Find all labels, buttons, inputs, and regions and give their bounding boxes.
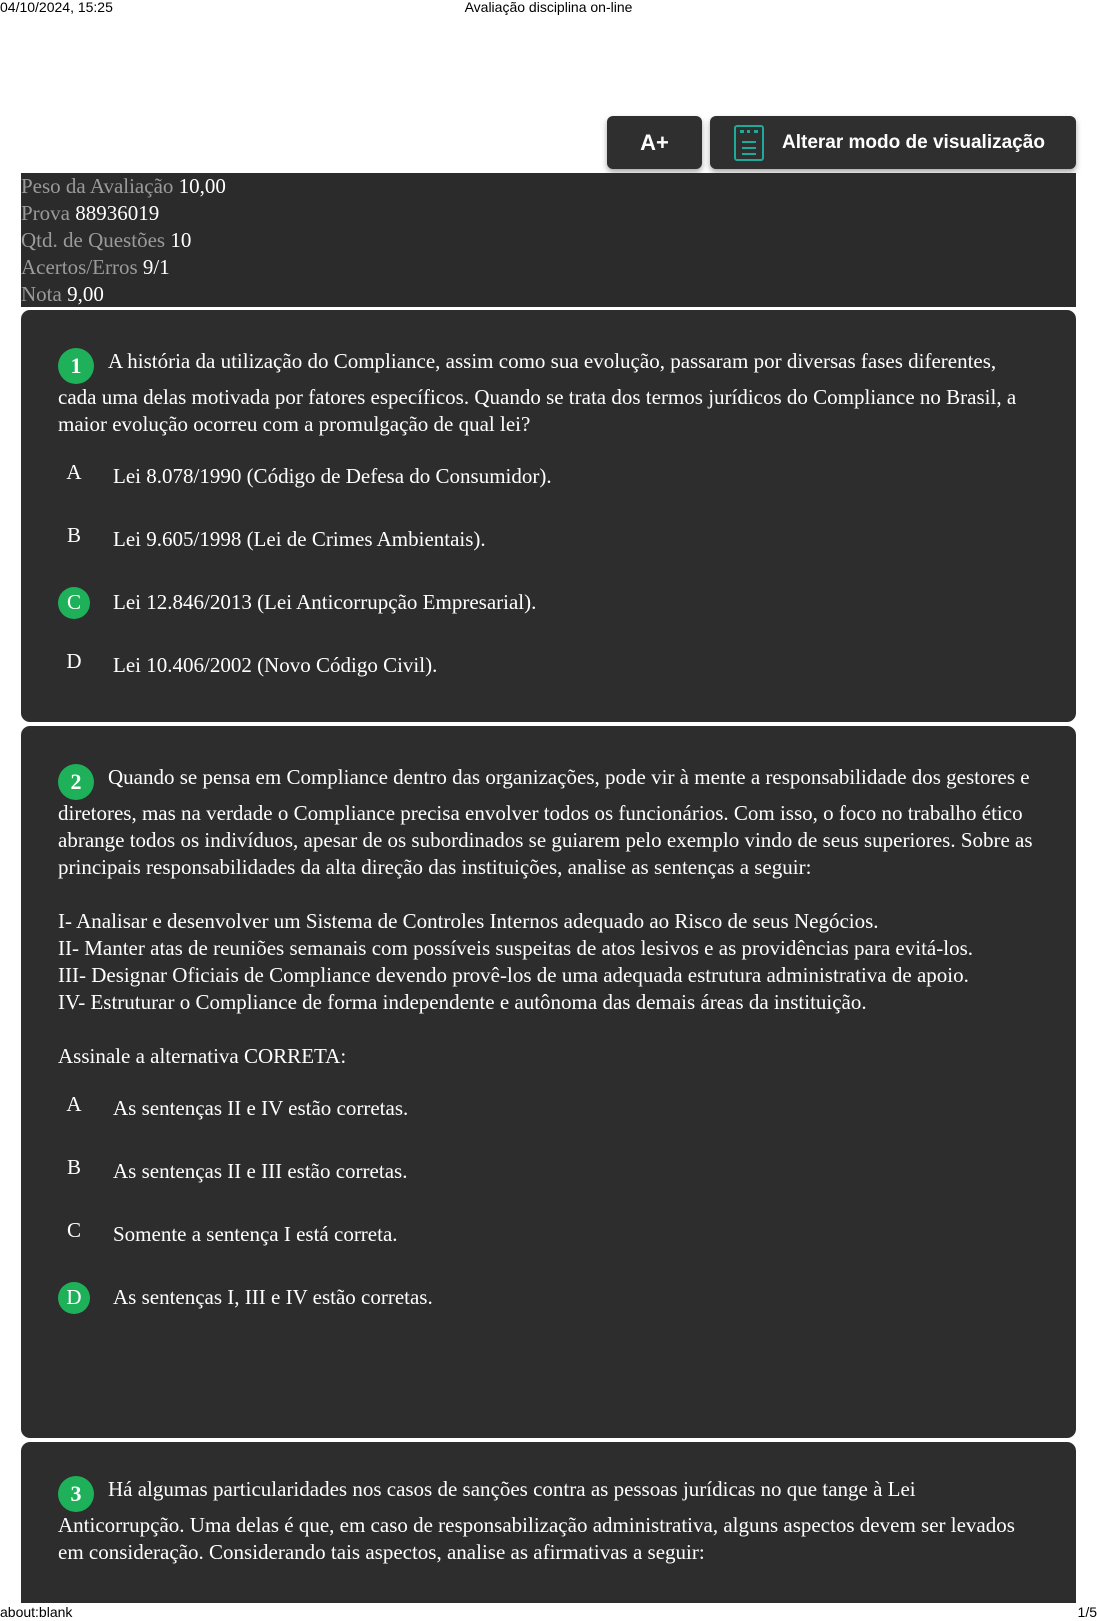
option-d[interactable] <box>58 1266 1039 1329</box>
option-letter: A <box>66 460 82 484</box>
option-letter-correct: C <box>58 587 90 619</box>
question-text <box>58 1476 1039 1566</box>
print-datetime: 04/10/2024, 15:25 <box>0 0 113 15</box>
exam-label: Prova <box>21 201 70 225</box>
statement-1: I- Analisar e desenvolver um Sistema de Controles Internos adequado ao Risco de seus Negócios. <box>58 909 879 933</box>
question-body: Quando se pensa em Compliance dentro das organizações, pode vir à mente a responsabilidade dos gestores e diretores, mas na verdade o Compliance precisa envolver todos os funcionários. Com isso, o foco no trabalho ético abrange todos os indivíduos, apesar de os subordinados se guiarem pelo exemplo vindo de seus superiores. Sobre as principais responsabilidades da alta direção das instituições, analise as sentenças a seguir: <box>58 765 1033 879</box>
option-text: As sentenças II e IV estão corretas. <box>113 1096 409 1120</box>
option-letter: D <box>66 649 82 673</box>
summary-questions <box>21 227 1076 254</box>
questions-label: Qtd. de Questões <box>21 228 166 252</box>
weight-label: Peso da Avaliação <box>21 174 174 198</box>
score-value: 9/1 <box>142 255 170 279</box>
summary-grade <box>21 281 1076 308</box>
question-number: 1 <box>58 348 94 384</box>
change-view-label: Alterar modo de visualização <box>782 131 1045 153</box>
question-number: 3 <box>58 1476 94 1512</box>
score-label: Acertos/Erros <box>21 255 138 279</box>
question-body: Há algumas particularidades nos casos de sanções contra as pessoas jurídicas no que tange à Lei Anticorrupção. Uma delas é que, em caso de responsabilização administrativa, alguns aspectos devem ser levados em consideração. Considerando tais aspectos, analise as afirmativas a seguir: <box>58 1477 1015 1564</box>
option-text: Somente a sentença I está correta. <box>113 1222 398 1246</box>
statement-3: III- Designar Oficiais de Compliance devendo provê-los de uma adequada estrutura administrativa de apoio. <box>58 963 969 987</box>
change-view-button[interactable] <box>710 116 1076 169</box>
question-card-1 <box>21 310 1076 722</box>
question-text <box>58 764 1039 881</box>
question-body: A história da utilização do Compliance, assim como sua evolução, passaram por diversas fases diferentes, cada uma delas motivada por fatores específicos. Quando se trata dos termos jurídicos do Compliance no Brasil, a maior evolução ocorreu com a promulgação de qual lei? <box>58 349 1017 436</box>
option-letter: A <box>66 1092 82 1116</box>
grade-value: 9,00 <box>67 282 104 306</box>
print-header <box>0 0 1097 16</box>
question-text <box>58 348 1039 438</box>
print-page-number: 1/5 <box>1077 1604 1097 1620</box>
option-text: Lei 9.605/1998 (Lei de Crimes Ambientais). <box>113 527 486 551</box>
option-a[interactable] <box>58 445 1039 508</box>
print-title: Avaliação disciplina on-line <box>464 0 633 15</box>
option-d[interactable] <box>58 634 1039 697</box>
option-text: Lei 8.078/1990 (Código de Defesa do Consumidor). <box>113 464 552 488</box>
question-card-2 <box>21 726 1076 1438</box>
option-c[interactable] <box>58 1203 1039 1266</box>
summary-weight <box>21 173 1076 200</box>
print-footer <box>0 1603 1097 1621</box>
summary-score <box>21 254 1076 281</box>
option-letter-correct: D <box>58 1282 90 1314</box>
question-number: 2 <box>58 764 94 800</box>
question-card-3 <box>21 1442 1076 1603</box>
option-letter: B <box>66 523 81 547</box>
document-icon <box>734 125 764 161</box>
option-b[interactable] <box>58 1140 1039 1203</box>
statement-2: II- Manter atas de reuniões semanais com possíveis suspeitas de atos lesivos e as providências para evitá-los. <box>58 936 973 960</box>
exam-summary <box>21 173 1076 307</box>
toolbar <box>607 116 1076 169</box>
option-text: Lei 10.406/2002 (Novo Código Civil). <box>113 653 438 677</box>
grade-label: Nota <box>21 282 62 306</box>
option-text: Lei 12.846/2013 (Lei Anticorrupção Empresarial). <box>113 590 537 614</box>
option-b[interactable] <box>58 508 1039 571</box>
option-text: As sentenças II e III estão corretas. <box>113 1159 408 1183</box>
font-size-button[interactable]: A+ <box>607 116 702 169</box>
summary-exam <box>21 200 1076 227</box>
option-c[interactable] <box>58 571 1039 634</box>
statement-4: IV- Estruturar o Compliance de forma independente e autônoma das demais áreas da instituição. <box>58 990 867 1014</box>
print-url: about:blank <box>0 1604 73 1620</box>
option-letter: B <box>66 1155 81 1179</box>
weight-value: 10,00 <box>178 174 226 198</box>
question-instruction: Assinale a alternativa CORRETA: <box>58 1044 347 1068</box>
option-text: As sentenças I, III e IV estão corretas. <box>113 1285 433 1309</box>
questions-value: 10 <box>170 228 192 252</box>
exam-value: 88936019 <box>75 201 160 225</box>
option-a[interactable] <box>58 1077 1039 1140</box>
option-letter: C <box>66 1218 81 1242</box>
